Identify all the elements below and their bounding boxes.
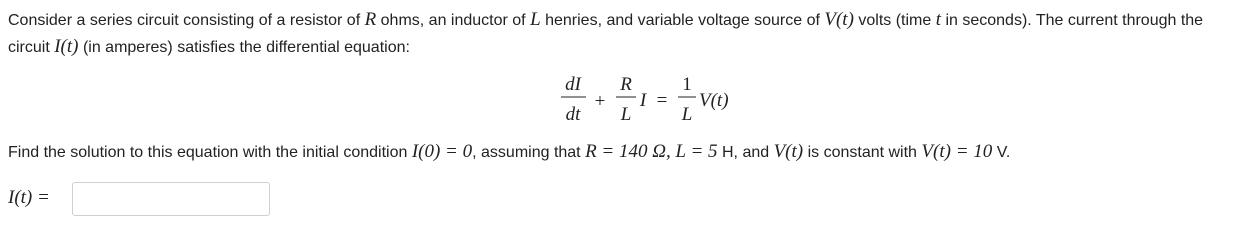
intro-text: henries, and variable voltage source of <box>540 12 825 29</box>
find-text: , assuming that <box>472 144 586 161</box>
intro-text: volts (time <box>853 12 936 29</box>
intro-text: Consider a series circuit consisting of a resistor of <box>8 12 365 29</box>
eq-L: L <box>620 104 632 125</box>
problem-intro <box>8 7 1242 61</box>
problem-find <box>8 138 1242 167</box>
math-L: L <box>530 9 541 30</box>
eq-one: 1 <box>682 74 692 95</box>
eq-equals: = <box>656 90 668 111</box>
answer-input[interactable] <box>72 182 270 216</box>
eq-I: I <box>639 90 647 111</box>
find-text: Find the solution to this equation with the initial condition <box>8 144 412 161</box>
find-text: is constant with <box>803 144 922 161</box>
eq-L: L <box>681 104 693 125</box>
math-V-of-t: V(t) <box>773 141 804 162</box>
math-initial-condition: I(0) = 0 <box>411 141 473 162</box>
eq-dI: dI <box>565 74 581 95</box>
eq-V-of-t: V(t) <box>699 90 729 111</box>
intro-text: ohms, an inductor of <box>376 12 531 29</box>
find-text: V. <box>992 144 1011 161</box>
math-I-of-t: I(t) <box>54 36 79 57</box>
answer-label: I(t) = <box>8 187 50 208</box>
math-t: t <box>935 9 941 30</box>
intro-text: in seconds). The current through the circuit <box>8 12 1204 56</box>
find-text: H, and <box>717 144 774 161</box>
math-R-L-values: R = 140 Ω, L = 5 <box>585 141 718 162</box>
differential-equation <box>0 70 1246 128</box>
eq-R: R <box>620 74 632 95</box>
math-V-value: V(t) = 10 <box>921 141 993 162</box>
eq-plus: + <box>594 91 606 112</box>
eq-dt: dt <box>565 104 581 125</box>
math-V-of-t: V(t) <box>824 9 854 30</box>
intro-text: (in amperes) satisfies the differential equation: <box>78 39 410 56</box>
math-R: R <box>364 9 377 30</box>
